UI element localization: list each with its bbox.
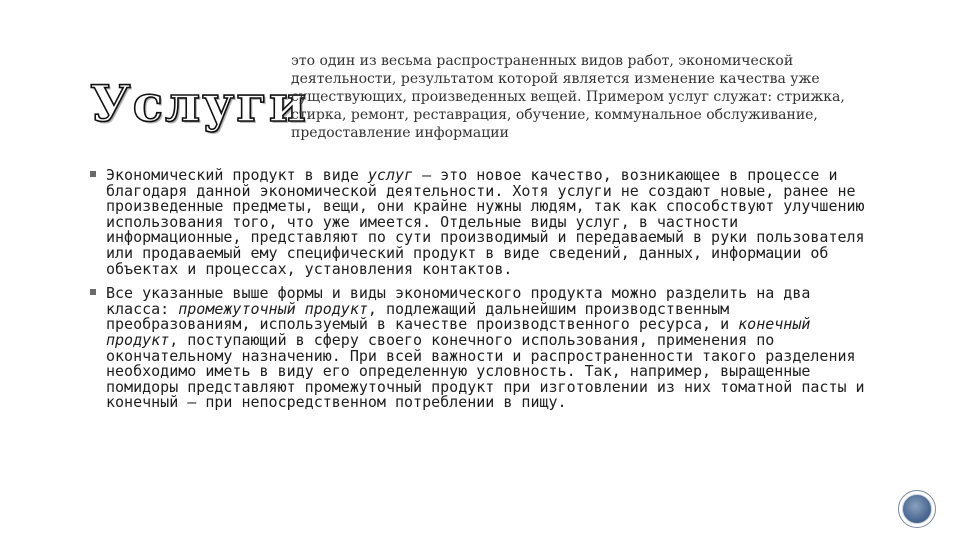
term-intermediate-product: промежуточный продукт	[178, 299, 368, 318]
slide-title: Услуги	[90, 74, 309, 133]
bullet-item-services	[90, 168, 880, 277]
bullet-text-part: , поступающий в сферу своего конечного использования, применения по окончательному назначению. При всей важности и распространенности такого разделения необходимо иметь в виду его определенную условность. Так, например, выращенные помидоры представляют промежуточный продукт при изготовлении из них томатной пасты и конечный — при непосредственном потреблении в пищу.	[106, 330, 865, 412]
bullet-list	[90, 168, 880, 420]
bullet-text-part: — это новое качество, возникающее в процессе и благодаря данной экономической деятельности. Хотя услуги не создают новые, ранее не произведенные предметы, вещи, они крайне нужны людям, так как способствуют улучшению использования того, что уже имеется. Отдельные виды услуг, в частности информационные, представляют по сути производимый и передаваемый в руки пользователя или продаваемый ему специфический продукт в виде сведений, данных, информации об объектах и процессах, установления контактов.	[106, 166, 865, 278]
bullet-text-part: Экономический продукт в виде	[106, 166, 368, 184]
round-emblem-icon	[898, 490, 936, 528]
bullet-text-part: , подлежащий дальнейшим производственным преобразованиям, используемый в качестве производственного ресурса, и	[106, 299, 739, 334]
emblem-center	[902, 494, 932, 524]
bullet-item-product-classes	[90, 286, 880, 411]
square-bullet-icon	[90, 171, 96, 177]
square-bullet-icon	[90, 289, 96, 295]
term-final-product: конечный продукт	[106, 315, 811, 349]
bullet-text-part: Все указанные выше формы и виды экономического продукта можно разделить на два класса:	[106, 284, 811, 318]
term-services: услуг	[367, 166, 414, 184]
definition-text: это один из весьма распространенных видов работ, экономической деятельности, результатом которой является изменение качества уже существующих, произведенных вещей. Примером услуг служат: стрижка, стирка, ремонт, реставрация, обучение, коммунальное обслуживание, предоставление информации	[291, 53, 845, 141]
